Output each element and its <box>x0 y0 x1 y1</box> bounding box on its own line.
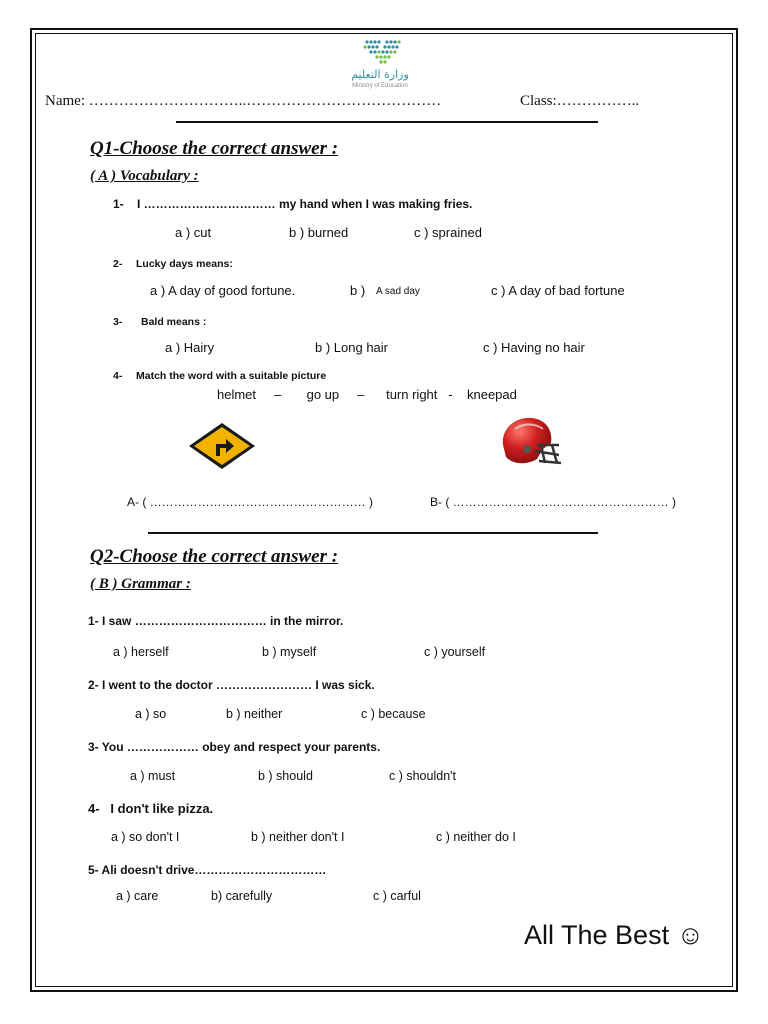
header-divider <box>176 121 598 123</box>
q1-title: Q1-Choose the correct answer : <box>90 138 339 159</box>
football-helmet-icon <box>497 415 563 471</box>
q2-item-5-question: 5- Ali doesn't drive…………………………… <box>88 863 327 877</box>
q2-item-1-option-c: c ) yourself <box>424 645 486 659</box>
q1-item-2-option-c: c ) A day of bad fortune <box>491 283 625 298</box>
q1-item-3-option-b: b ) Long hair <box>315 340 388 355</box>
q1-item-4-question: Match the word with a suitable picture <box>136 370 327 382</box>
q2-item-2-option-c: c ) because <box>361 707 426 721</box>
q1-item-3-option-c: c ) Having no hair <box>483 340 585 355</box>
q2-item-4-option-a: a ) so don't I <box>111 830 180 844</box>
q1-item-2-number: 2- <box>113 258 123 270</box>
q2-item-3-option-a: a ) must <box>130 769 176 783</box>
q1-item-3-option-a: a ) Hairy <box>165 340 215 355</box>
name-field: Name: …………………………..………………………………… <box>45 93 442 109</box>
q2-section-title: ( B ) Grammar : <box>90 576 191 592</box>
q1-item-1-question: I …………………………… my hand when I was making fries. <box>137 197 473 211</box>
q2-item-4-option-c: c ) neither do I <box>436 830 516 844</box>
q1-item-2-question: Lucky days means: <box>136 258 233 270</box>
q1-section-title: ( A ) Vocabulary : <box>90 168 199 184</box>
q2-item-2-option-a: a ) so <box>135 707 167 721</box>
q2-item-2-question: 2- I went to the doctor …………………… I was sick. <box>88 678 375 692</box>
q2-item-3-question: 3- You ……………… obey and respect your parents. <box>88 740 381 754</box>
q1-item-3-number: 3- <box>113 316 123 328</box>
q1-item-1-number: 1- <box>113 197 124 211</box>
q2-item-1-question: 1- I saw …………………………… in the mirror. <box>88 614 344 628</box>
class-field: Class:…………….. <box>520 93 640 109</box>
q2-item-3-option-c: c ) shouldn't <box>389 769 457 783</box>
q1-item-1-option-a: a ) cut <box>175 225 212 240</box>
q2-item-2-option-b: b ) neither <box>226 707 283 721</box>
section-divider <box>148 532 598 534</box>
q1-item-2-option-b: A sad day <box>376 286 420 297</box>
q1-item-1-option-c: c ) sprained <box>414 225 482 240</box>
q2-item-5-option-c: c ) carful <box>373 889 421 903</box>
closing-message: All The Best ☺ <box>524 920 705 950</box>
q2-title: Q2-Choose the correct answer : <box>90 546 339 567</box>
q2-item-5-option-b: b) carefully <box>211 889 273 903</box>
q1-item-3-question: Bald means : <box>141 316 207 328</box>
logo-english-text: Ministry of Education <box>352 83 408 89</box>
match-answer-a: A- ( ……………………………………………… ) <box>127 495 373 509</box>
match-answer-b: B- ( ……………………………………………… ) <box>430 495 676 509</box>
q2-item-4-question: 4- I don't like pizza. <box>88 801 214 816</box>
ministry-logo <box>325 38 435 94</box>
q2-item-1-option-a: a ) herself <box>113 645 169 659</box>
q1-item-4-number: 4- <box>113 370 123 382</box>
q1-item-1-option-b: b ) burned <box>289 225 349 240</box>
q2-item-5-option-a: a ) care <box>116 889 159 903</box>
q2-item-1-option-b: b ) myself <box>262 645 317 659</box>
q1-item-2-option-b-prefix: b ) <box>350 283 366 298</box>
q1-item-4-word-bank: helmet – go up – turn right - kneepad <box>217 387 517 402</box>
q2-item-4-option-b: b ) neither don't I <box>251 830 345 844</box>
ministry-logo-icon <box>325 38 435 68</box>
logo-arabic-text: وزارة التعليم <box>351 68 409 81</box>
turn-right-sign-icon <box>186 420 258 472</box>
q1-item-2-option-a: a ) A day of good fortune. <box>150 283 296 298</box>
q2-item-3-option-b: b ) should <box>258 769 313 783</box>
